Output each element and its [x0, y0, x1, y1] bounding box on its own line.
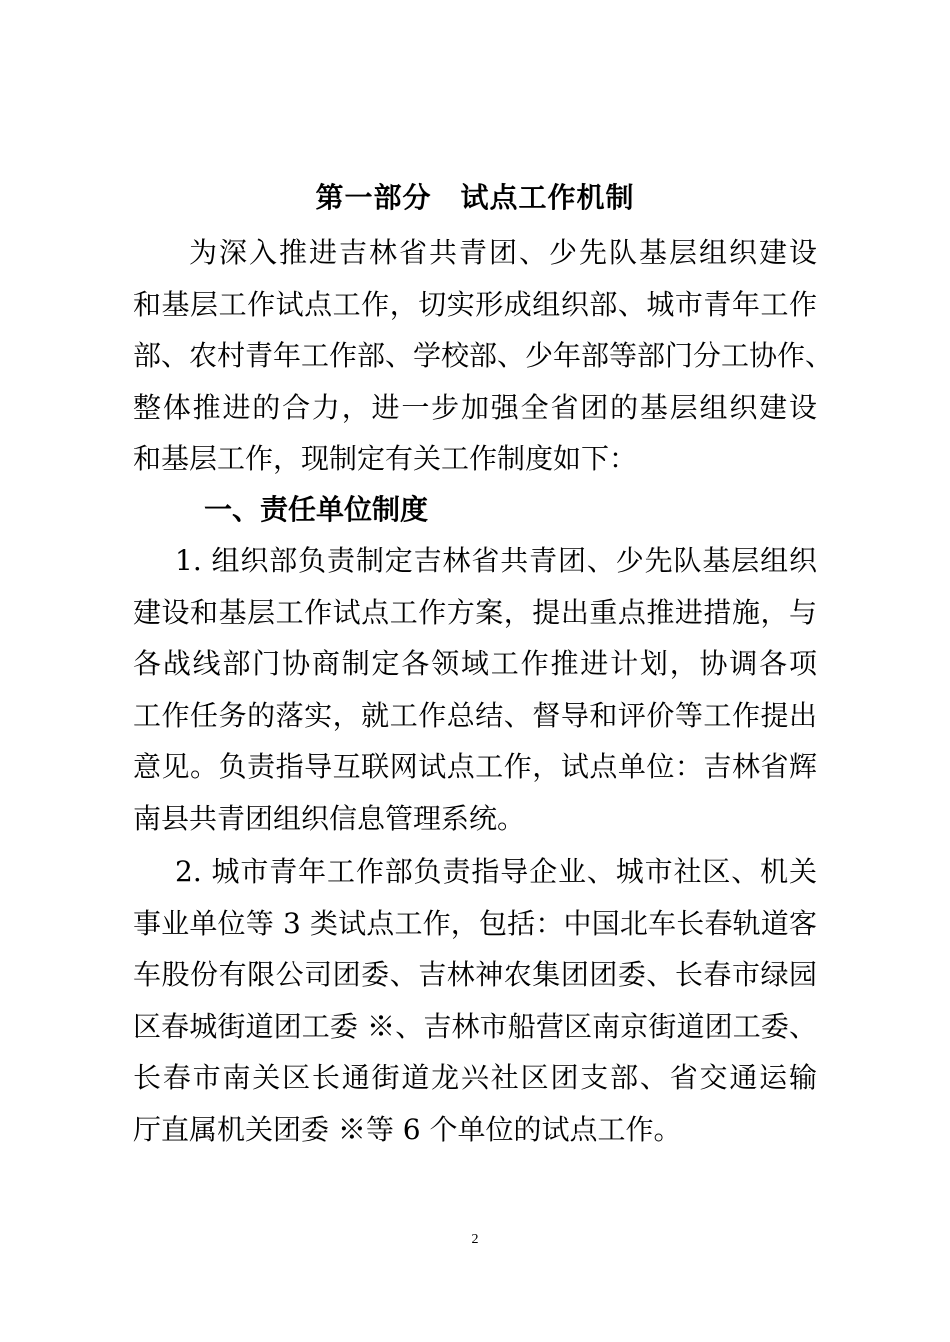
- paragraph-line: 长春市南关区长通街道龙兴社区团支部、省交通运输: [133, 1061, 817, 1095]
- paragraph-line: 厅直属机关团委 ※等 6 个单位的试点工作。: [133, 1112, 682, 1146]
- paragraph-line: 工作任务的落实，就工作总结、督导和评价等工作提出: [133, 698, 817, 732]
- paragraph-line: 意见。负责指导互联网试点工作，试点单位：吉林省辉: [133, 750, 817, 784]
- paragraph-line: 整体推进的合力，进一步加强全省团的基层组织建设: [133, 390, 817, 424]
- paragraph-line: 部、农村青年工作部、学校部、少年部等部门分工协作、: [133, 339, 834, 373]
- paragraph-line: 车股份有限公司团委、吉林神农集团团委、长春市绿园: [133, 958, 817, 992]
- item-1-paragraph: [133, 535, 817, 845]
- paragraph-line: 2. 城市青年工作部负责指导企业、城市社区、机关: [175, 855, 817, 888]
- paragraph-line: 南县共青团组织信息管理系统。: [133, 801, 526, 835]
- page-title: 第一部分 试点工作机制: [315, 181, 635, 214]
- paragraph-line: 各战线部门协商制定各领域工作推进计划，协调各项: [133, 647, 817, 681]
- item-2-paragraph: [133, 846, 817, 1156]
- page-number: 2: [471, 1232, 479, 1247]
- paragraph-line: 1. 组织部负责制定吉林省共青团、少先队基层组织: [175, 544, 817, 577]
- paragraph-line: 为深入推进吉林省共青团、少先队基层组织建设: [189, 236, 817, 269]
- intro-paragraph: [133, 227, 834, 485]
- section-heading: 一、责任单位制度: [204, 493, 429, 526]
- paragraph-line: 和基层工作试点工作，切实形成组织部、城市青年工作: [133, 287, 817, 321]
- paragraph-line: 区春城街道团工委 ※、吉林市船营区南京街道团工委、: [133, 1009, 817, 1043]
- paragraph-line: 建设和基层工作试点工作方案，提出重点推进措施，与: [133, 595, 817, 629]
- paragraph-line: 和基层工作，现制定有关工作制度如下：: [133, 442, 638, 476]
- paragraph-line: 事业单位等 3 类试点工作，包括：中国北车长春轨道客: [133, 906, 817, 940]
